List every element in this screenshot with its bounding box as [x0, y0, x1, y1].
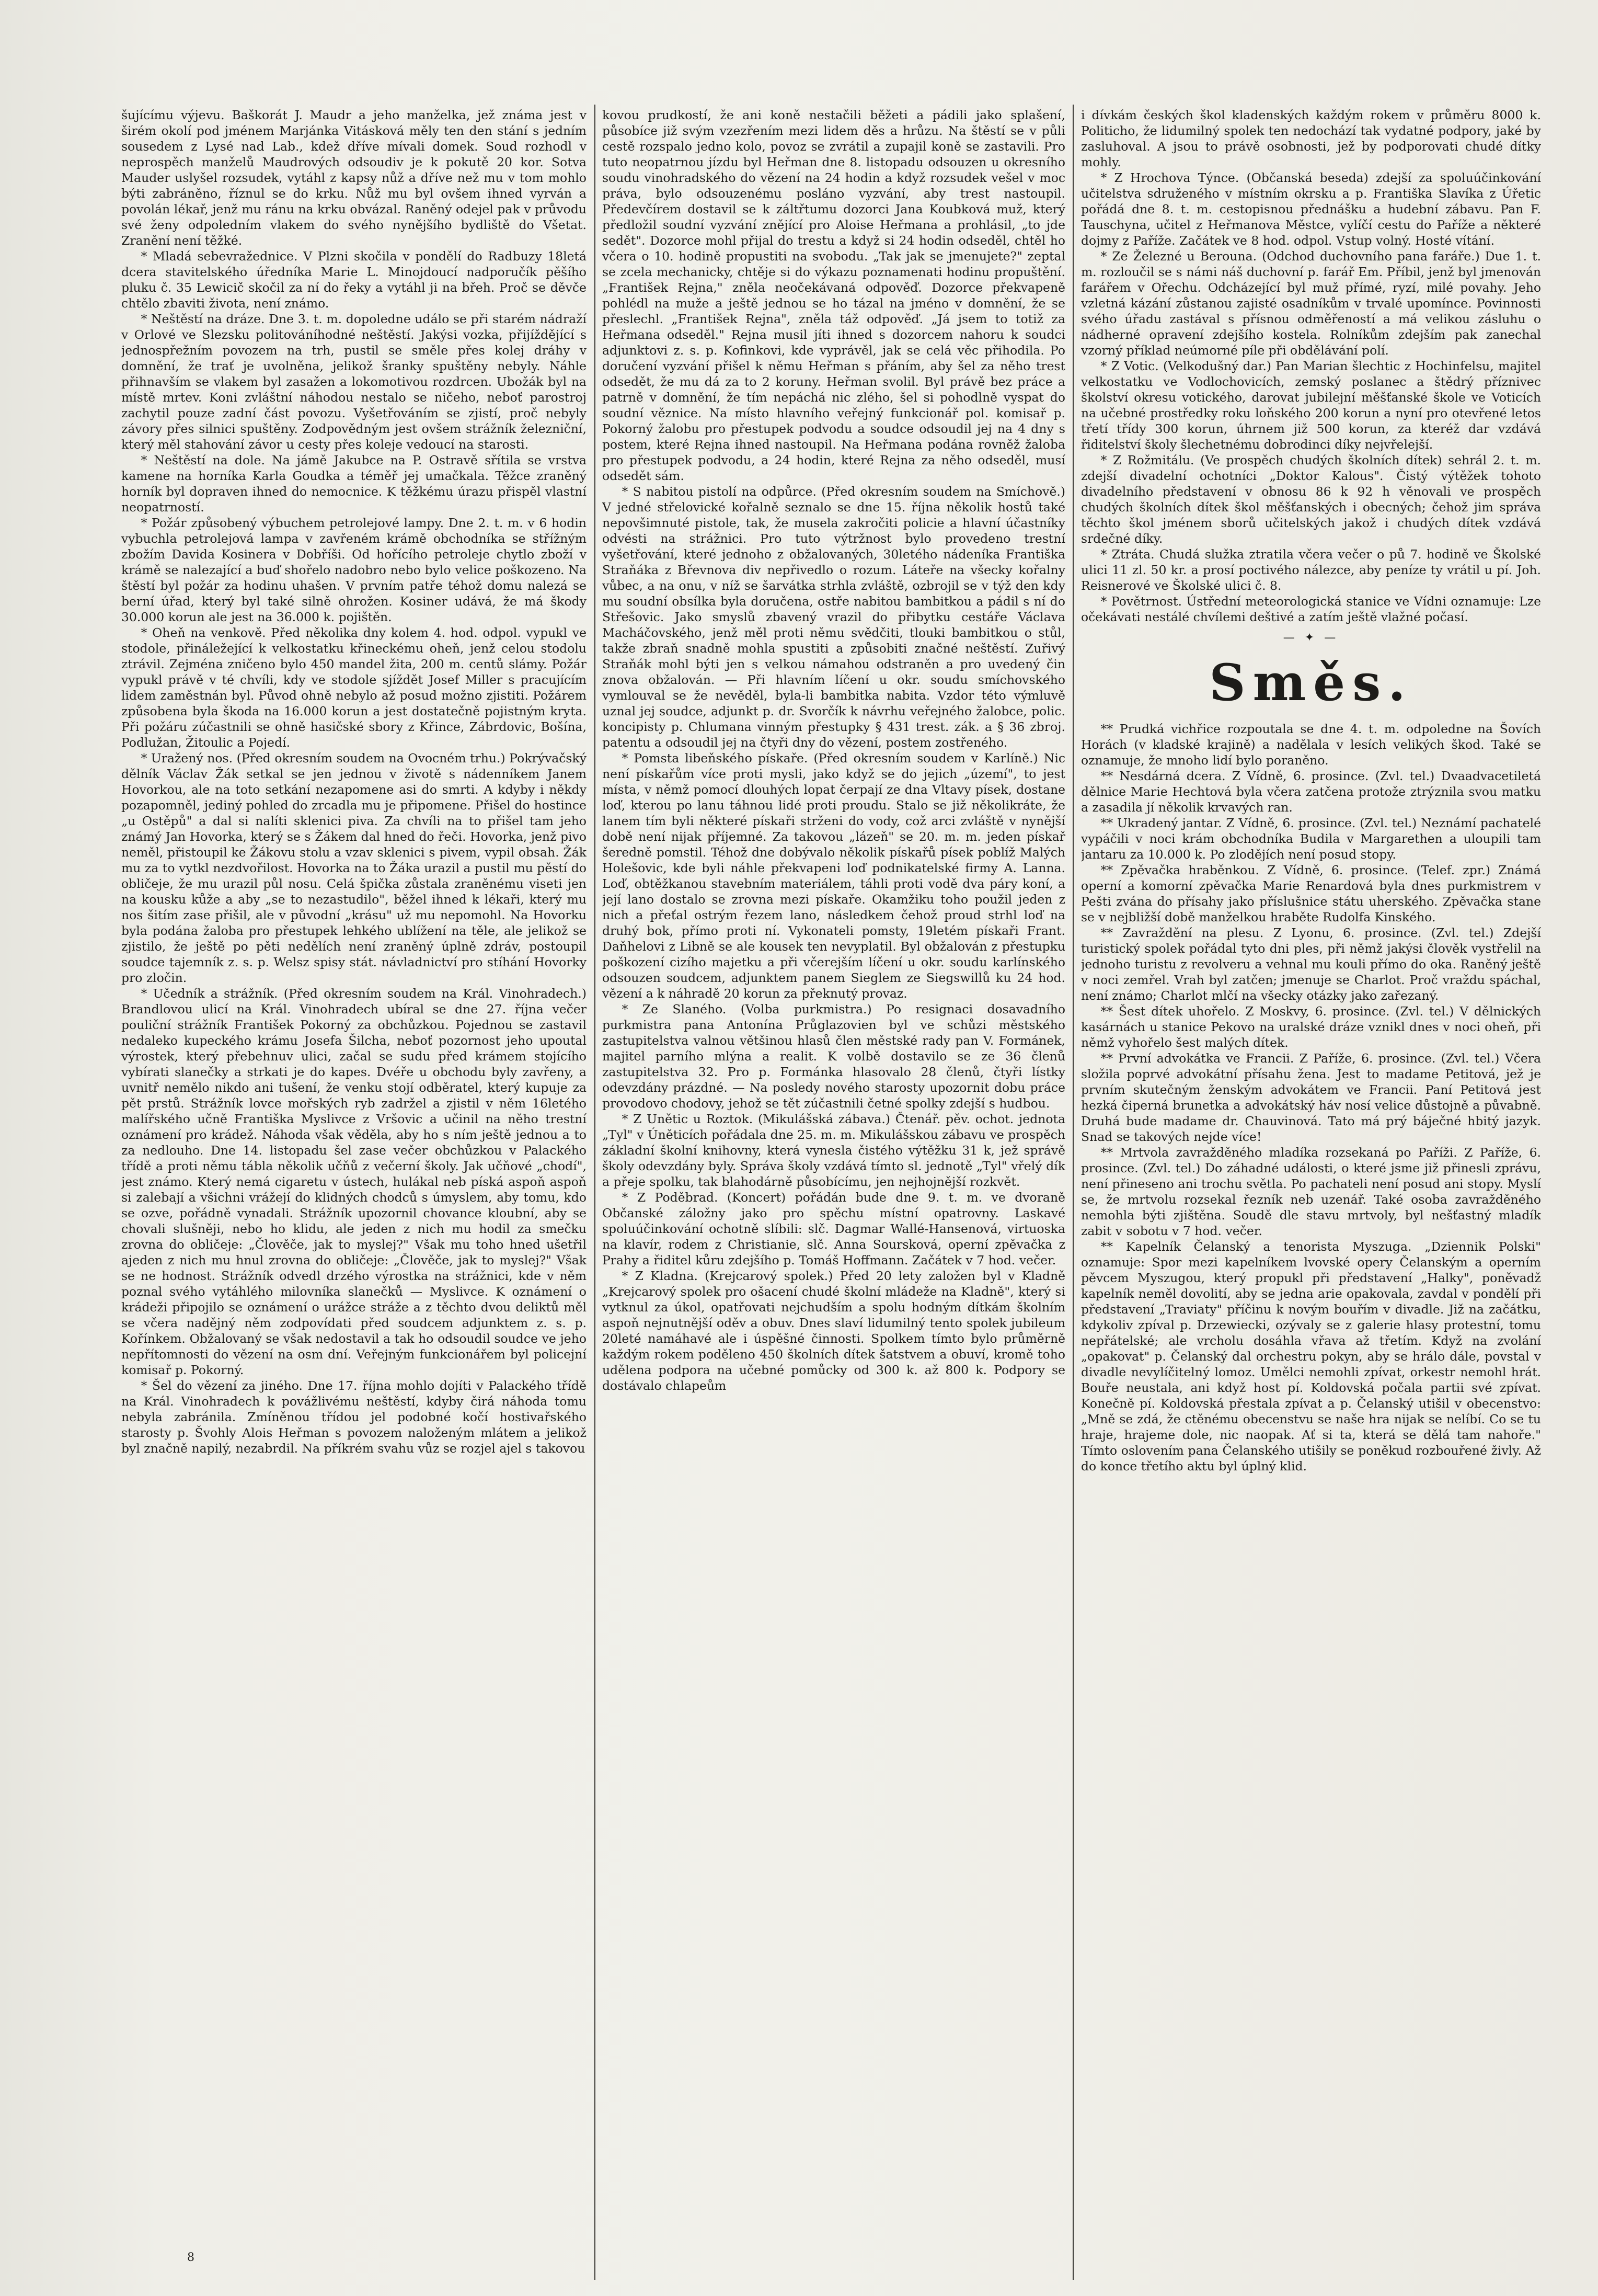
page-mark: 8: [187, 2251, 194, 2264]
article-paragraph: * Z Hrochova Týnce. (Občanská beseda) zdejší za spoluúčinkování učitelstva sdruženého v místním okrsku a p. Františka Slavíka z Úřetic pořádá dne 8. t. m. cestopisnou přednášku a hudební zábavu. Pan F. Tauschyna, učitel z Heřmanova Městce, vylíčí cestu do Paříže a některé dojmy z Paříže. Začátek ve 8 hod. odpol. Vstup volný. Hosté vítání.: [1081, 170, 1541, 248]
article-paragraph: * Ze Železné u Berouna. (Odchod duchovního pana faráře.) Due 1. t. m. rozloučil se s námi náš duchovní p. farář Em. Příbil, jenž byl jmenován farářem v Ořechu. Odcházející byl muž přímé, ryzí, milé povahy. Jeho vzletná kázání zůstanou zajisté osadníkům v trvalé upomínce. Povinnosti svého úřadu zastával s přísnou odměřeností a má velikou zásluhu o nádherné opravení zdejšího kostela. Rolníkům zdejším pak zanechal vzorný příklad neúmorné píle při obdělávání polí.: [1081, 249, 1541, 358]
article-paragraph: * Ztráta. Chudá služka ztratila včera večer o pů 7. hodině ve Školské ulici 11 zl. 50 kr. a prosí poctivého nálezce, aby peníze ty vrátil u pí. Joh. Reisnerové ve Školské ulici č. 8.: [1081, 547, 1541, 593]
article-paragraph: ** Šest dítek uhořelo. Z Moskvy, 6. prosince. (Zvl. tel.) V dělnických kasárnách u stanice Pekovo na uralské dráze vznikl dnes v noci oheň, při němž vyhořelo šest malých dítek.: [1081, 1004, 1541, 1050]
article-paragraph: * Mladá sebevražednice. V Plzni skočila v pondělí do Radbuzy 18letá dcera stavitelského úředníka Marie L. Minojdoucí nadporučík pěšího pluku č. 35 Lewicič skočil za ní do řeky a vytáhl ji na břeh. Proč se děvče chtělo zbaviti života, není známo.: [121, 249, 587, 311]
column-1: [121, 107, 587, 2277]
article-paragraph: ** Zavraždění na plesu. Z Lyonu, 6. prosince. (Zvl. tel.) Zdejší turistický spolek pořádal tyto dni ples, při němž jakýsi člověk vystřelil na jednoho turistu z revolveru a vehnal mu kouli přímo do oka. Raněný ještě v noci zemřel. Vrah byl zatčen; jmenuje se Charlot. Proč vraždu spáchal, není známo; Charlot mlčí na všecky otázky jako zařezaný.: [1081, 926, 1541, 1003]
article-paragraph: * Z Poděbrad. (Koncert) pořádán bude dne 9. t. m. ve dvoraně Občanské záložny jako pro spěchu místní opatrovny. Laskavé spoluúčinkování ochotně slíbili: slč. Dagmar Wallé-Hansenová, virtuoska na klavír, rodem z Christianie, slč. Anna Soursková, operní zpěvačka z Prahy a řiditel kůru zdejšího p. Tomáš Hoffmann. Začátek v 7 hod. večer.: [602, 1190, 1065, 1267]
article-paragraph: i dívkám českých škol kladenských každým rokem v průměru 8000 k. Politicho, že lidumilný spolek ten nedochází tak vydatné podpory, jaké by zasluhoval. A jsou to právě osobnosti, jež by podporovati chudé dítky mohly.: [1081, 108, 1541, 169]
article-paragraph: šujícímu výjevu. Baškorát J. Maudr a jeho manželka, jež známa jest v širém okolí pod jménem Marjánka Vitásková měly ten den stání s jedním sousedem z Lysé nad Lab., kdež dříve mívali domek. Soud rozhodl v neprospěch manželů Maudrových odsoudiv je k pokutě 20 kor. Sotva Mauder uslyšel rozsudek, vytáhl z kapsy nůž a dříve než mu v tom mohlo býti zabráněno, říznul se do krku. Nůž mu byl ovšem ihned vyrván a povolán lékař, jenž mu ránu na krku obvázal. Raněný odejel pak v průvodu své ženy odpoledním vlakem do svého nynějšího bydliště do Všetat. Zranění není těžké.: [121, 108, 587, 248]
article-paragraph: * Uražený nos. (Před okresním soudem na Ovocném trhu.) Pokrývačský dělník Václav Žák setkal se jen jednou v životě s nádenníkem Janem Hovorkou, ale na toto setkání nezapomene asi do smrti. A kdyby i někdy pozapomněl, jediný pohled do zrcadla mu je připomene. Přišel do hostince „u Ostěpů" a dal si nalíti sklenici piva. Za chvíli na to přišel tam jeho známý Jan Hovorka, který se s Žákem dal hned do řeči. Hovorka, jenž pivo neměl, přistoupil ke Žákovu stolu a vzav sklenici s pivem, vypil obsah. Žák mu za to vytkl nezdvořilost. Hovorka na to Žáka urazil a pustil mu pěstí do obličeje, že mu urazil půl nosu. Celá špička zůstala zraněnému viseti jen na kousku kůže a aby „se to nezastudilo", běžel ihned k lékaři, který mu nos šitím zase přišil, ale v původní „krásu" už mu nepomohl. Na Hovorku byla podána žaloba pro přestupek lehkého ublížení na těle, ale jelikož se zjistilo, že ještě po pěti nedělích není zraněný úplně zdráv, postoupil soudce tajemník z. s. p. Welsz spisy stát. návladnictví pro stíhání Hovorky pro zločin.: [121, 751, 587, 985]
section-heading-smes: Směs.: [1209, 653, 1413, 712]
article-paragraph: ** Prudká vichřice rozpoutala se dne 4. t. m. odpoledne na Šovích Horách (v kladské krajině) a nadělala v lesích velikých škod. Také se oznamuje, že mnoho lidí bylo poraněno.: [1081, 722, 1541, 768]
article-paragraph: * Šel do vězení za jiného. Dne 17. října mohlo dojíti v Palackého třídě na Král. Vinohradech k povážlivému neštěstí, kdyby čirá náhoda tomu nebyla zabránila. Zmíněnou třídou jel podobné kočí hostivařského starosty p. Švohly Alois Heřman s povozem naloženým mlátem a jelikož byl značně napilý, nezabrdil. Na příkrém svahu vůz se rozjel ajel s takovou: [121, 1378, 587, 1456]
article-paragraph: * Učedník a strážník. (Před okresním soudem na Král. Vinohradech.) Brandlovou ulicí na Král. Vinohradech ubíral se dne 27. října večer pouliční strážník František Pokorný za obchůzkou. Pojednou se zastavil nedaleko kupeckého krámu Josefa Šilcha, neboť pozornost jeho upoutal výrostek, který přebehnuv ulici, začal se sudu před krámem stojícího vybírati slanečky a strkati je do kapes. Dvéře u obchodu byly zavřeny, a uvnitř nemělo nikdo ani tušení, že venku stojí odběratel, který kupuje za pět prstů. Strážník lovce mořských ryb zadržel a zjistil v něm 16letého malířského učně Františka Myslivce z Vršovic a učinil na něho trestní oznámení pro krádež. Náhoda však věděla, aby ho s ním ještě jednou a to za nedlouho. Dne 14. listopadu šel zase večer obchůzkou v Palackého třídě a proti němu tábla několik učňů z večerní školy. Jak učňové „chodí", jest známo. Který nemá cigaretu v ústech, hulákal neb píská aspoň aspoň si zalebají a všichni vrážejí do klidných chodců s úmyslem, aby tomu, kdo se ozve, pořádně vynadali. Strážník upozornil chovance kloubní, aby se chovali slušněji, nebo ho klidu, ale jeden z nich mu hodil za smečku zrovna do obličeje: „Člověče, jak to myslej?" Však mu toho hned ušetřil ajeden z nich mu hnul zrovna do obličeje: „Člověče, jak to myslej?" Však se ne hodnost. Strážník odvedl drzého výrostka na strážnici, kde v něm poznal svého vytáhlého milovníka slanečků — Myslivce. K oznámení o krádeži připojilo se oznámení o urážce stráže a z těchto dvou deliktů měl se včera nadějný něm zodpovídati před soudcem adjunktem z. s. p. Kořínkem. Obžalovaný se však nedostavil a tak ho odsoudil soudce ve jeho nepřítomnosti do vězení na osm dní. Veřejným funkcionářem byl policejní komisař p. Pokorný.: [121, 986, 587, 1377]
section-divider: — ✦ —: [1283, 631, 1339, 644]
column-3: [1081, 107, 1541, 2277]
column-3-news: [1081, 107, 1541, 625]
article-paragraph: * Z Kladna. (Krejcarový spolek.) Před 20 lety založen byl v Kladně „Krejcarový spolek pro ošacení chudé školní mládeže na Kladně", který si vytknul za úkol, opatřovati nejchudším a spolu hodným dítkám školním aspoň nejnutnější oděv a obuv. Dnes slaví lidumilný tento spolek jubileum 20leté namáhavé ale i úspěšné činnosti. Spolkem tímto bylo průměrně každým rokem poděleno 450 školních dítek šatstvem a obuví, kromě toho udělena podpora na učebné pomůcky od 300 k. až 800 k. Podpory se dostávalo chlapeům: [602, 1269, 1065, 1393]
column-3-smes: [1081, 721, 1541, 1474]
article-paragraph: * Požár způsobený výbuchem petrolejové lampy. Dne 2. t. m. v 6 hodin vybuchla petrolejová lampa v zavřeném krámě obchodníka se střížným zbožím Davida Kosinera v Dobříši. Od hořícího petroleje chytlo zboží v krámě se nalezající a buď shořelo nadobro nebo bylo velice poškozeno. Na štěstí byl požár za hodinu uhašen. V prvním patře téhož domu nalezá se berní úřad, který byl také silně ohrožen. Kosiner udává, že má škody 30.000 korun ale jest na 36.000 k. pojištěn.: [121, 516, 587, 624]
article-paragraph: * Ze Slaného. (Volba purkmistra.) Po resignaci dosavadního purkmistra pana Antonína Průglazovien byl ve schůzi městského zastupitelstva valnou většinou hlasů člen městské rady pan V. Formánek, majitel parního mlýna a realit. K volbě dostavilo se ze 36 členů zastupitelstva 32. Pro p. Formánka hlasovalo 28 členů, čtyři lístky odevzdány prázdné. — Na posledy nového starosty upozornit dobu práce provodovo chodovy, jehož se tět zúčastnili četné spolky zdejší s hudbou.: [602, 1002, 1065, 1111]
article-paragraph: * Pomsta libeňského pískaře. (Před okresním soudem v Karlíně.) Nic není pískařům více proti mysli, jako když se do jejich „území", to jest místa, v němž pomocí dlouhých lopat čerpají ze dna Vltavy písek, dostane loď, kterou po lanu táhnou lidé proti proudu. Stalo se již několikráte, že lanem tím byli některé pískaři strženi do vody, což arci zvláště v nynější době není nijak příjemné. Za takovou „lázeň" se 20. m. m. jeden pískař šeredně pomstil. Téhož dne dobývalo několik pískařů písek poblíž Malých Holešovic, kde byli náhle překvapeni loď podnikatelské firmy A. Lanna. Loď, obtěžkanou stavebním materiálem, táhli proti vodě dva páry koní, a její lano dostalo se zrovna mezi pískaře. Okamžiku toho použil jeden z nich a přeťal ostrým řezem lano, následkem čehož proud strhl loď na druhý bok, přímo proti ní. Vykonateli pomsty, 19letém pískaři Frant. Daňhelovi z Libně se ale kousek ten nevyplatil. Byl obžalován z přestupku poškození cizího majetku a při včerejším líčení u okr. soudu karlínského odsouzen soudcem, adjunktem panem Sieglem ze Siegswillů ku 24 hod. vězení a k náhradě 20 korun za překnutý provaz.: [602, 751, 1065, 1001]
article-paragraph: kovou prudkostí, že ani koně nestačili běžeti a pádili jako splašení, působíce již svým vzezřením mezi lidem děs a hrůzu. Na štěstí se v půli cestě rozspalo jedno kolo, povoz se zvrátil a zupajil koně se zastavili. Pro tuto neopatrnou jízdu byl Heřman dne 8. listopadu odsouzen u okresního soudu vinohradského do vězení na 24 hodin a když rozsudek vešel v moc práva, bylo odsouzenému posláno vyzvání, aby trest nastoupil. Předevčírem dostavil se k záltřtumu dozorci Jana Koubková muž, který předložil soudní vyzvání znějící pro Aloise Heřmana a prohlásil, „to jde sedět". Dozorce mohl přijal do trestu a když si 24 hodin odseděl, chtěl ho včera o 10. hodině propustiti na svobodu. „Tak jak se jmenujete?" zeptal se zcela mechanicky, chtěje si do výkazu poznamenati hodinu propuštění. „František Rejna," zněla neočekávaná odpověď. Dozorce překvapeně pohlédl na muže a ještě jednou se ho tázal na jméno v domnění, že se přeslechl. „František Rejna", zněla táž odpověď. „Já jsem to totiž za Heřmana odseděl." Rejna musil jíti ihned s dozorcem nahoru k soudci adjunktovi z. s. p. Kofinkovi, kde vyprávěl, jak se celá věc přihodila. Po doručení vyzvání přišel k němu Heřman s přáním, aby šel za něho trest odsedět, že mu dá za to 2 koruny. Heřman svolil. Byl právě bez práce a patrně v domnění, že tím nepáchá nic zlého, šel si pohodlně vyspat do soudní věznice. Na místo hlavního veřejný funkcionář pol. komisař p. Pokorný žalobu pro přestupek podvodu a soudce odsoudil jej na 4 dny s postem, které Rejna ihned nastoupil. Na Heřmana podána rovněž žaloba pro přestupek podvodu, a 24 hodin, které Rejna za něho odseděl, musí odsedět sám.: [602, 108, 1065, 483]
article-paragraph: * Neštěstí na dráze. Dne 3. t. m. dopoledne událo se při starém nádraží v Orlové ve Slezsku politováníhodné neštěstí. Jakýsi vozka, přijíždějící s jednospřežním povozem na trh, pustil se směle přes kolej dráhy v domnění, že trať je uvolněna, jelikož šranky spuštěny nebyly. Náhle přihnavším se vlakem byl zasažen a lokomotivou rozdrcen. Ubožák byl na místě mrtev. Koni zvláštní náhodou nestalo se ničeho, neboť parostroj zachytil pouze zadní část povozu. Vyšetřováním se zjistí, proč nebyly závory přes silnici spuštěny. Zodpovědným jest ovšem strážník železniční, který měl stahování závor u cesty přes koleje vedoucí na starosti.: [121, 312, 587, 452]
article-paragraph: ** Mrtvola zavražděného mladíka rozsekaná po Paříži. Z Paříže, 6. prosince. (Zvl. tel.) Do záhadné události, o které jsme již přinesli zprávu, není přineseno ani trochu světla. Po pachateli není posud ani stopy. Myslí se, že mrtvolu rozsekal řezník neb uzenář. Také osoba zavražděného nemohla býti zjištěna. Soudě dle stavu mrtvoly, byl nešťastný mladík zabit v sobotu v 7 hod. večer.: [1081, 1145, 1541, 1238]
article-paragraph: * Povětrnost. Ústřední meteorologická stanice ve Vídni oznamuje: Lze očekávati nestálé chvílemi deštivé a zatím ještě vlažné počasí.: [1081, 594, 1541, 624]
article-paragraph: ** První advokátka ve Francii. Z Paříže, 6. prosince. (Zvl. tel.) Včera složila poprvé advokátní přísahu žena. Jest to madame Petitová, jež je prvním skutečným ženským advokátem ve Francii. Paní Petitová jest hezká čiperná brunetka a advokátský háv nosí velice důstojně a půvabně. Druhá bude madame dr. Chauvinová. Tato má prý báječné hbitý jazyk. Snad se takových nejde více!: [1081, 1051, 1541, 1144]
article-paragraph: * Z Rožmitálu. (Ve prospěch chudých školních dítek) sehrál 2. t. m. zdejší divadelní ochotníci „Doktor Kalous". Čistý výtěžek tohoto divadelního představení v obnosu 86 k 92 h věnovali ve prospěch chudých školních dítek škol měšťanských i obecných; čehož jim správa těchto škol jménem sborů učitelských jakož i chudých dítek vzdává srdečné díky.: [1081, 453, 1541, 546]
article-paragraph: ** Ukradený jantar. Z Vídně, 6. prosince. (Zvl. tel.) Neznámí pachatelé vypáčili v noci krám obchodníka Budila v Margarethen a uloupili tam jantaru za 10.000 k. Po zlodějích není posud stopy.: [1081, 816, 1541, 862]
article-paragraph: ** Nesdárná dcera. Z Vídně, 6. prosince. (Zvl. tel.) Dvaadvacetiletá dělnice Marie Hechtová byla včera zatčena protože ztrýznila svou matku a zasadila jí několik krvavých ran.: [1081, 769, 1541, 815]
article-paragraph: * Neštěstí na dole. Na jámě Jakubce na P. Ostravě sřítila se vrstva kamene na horníka Karla Goudka a téměř jej umačkala. Těžce zraněný horník byl dopraven ihned do nemocnice. K těžkému úrazu přispěl vlastní neopatrností.: [121, 453, 587, 515]
column-2: [602, 107, 1065, 2277]
column-rule-2: [1073, 105, 1074, 2280]
article-paragraph: * Z Votic. (Velkodušný dar.) Pan Marian šlechtic z Hochinfelsu, majitel velkostatku ve Vodlochovicích, zemský poslanec a štědrý příznivec školství okresu votického, darovat jubilejní měšťanské škole ve Voticích na učebné prostředky roku loňského 200 korun a nyní pro otevřené letos třetí třídy 300 korun, úhrnem již 500 korun, za kteréž dar vzdává řiditelství školy šlechetnému dobrodinci díky nejvřelejší.: [1081, 359, 1541, 452]
column-rule-1: [594, 105, 595, 2280]
article-paragraph: ** Zpěvačka hraběnkou. Z Vídně, 6. prosince. (Telef. zpr.) Známá operní a komorní zpěvačka Marie Renardová byla dnes purkmistrem v Pešti zvána do přísahy jako příslušnice státu uherského. Zpěvačka stane se v nejbližší době manželkou hraběte Rudolfa Kinského.: [1081, 863, 1541, 924]
article-paragraph: * S nabitou pistolí na odpůrce. (Před okresním soudem na Smíchově.) V jedné střelovické kořalně seznalo se dne 15. října několik hostů také nepovšimnuté pistole, tak, že musela zakročiti policie a hlavní účastníky odvésti na strážnici. Pro tuto výtržnost bylo provedeno trestní vyšetřování, které jednoho z obžalovaných, 30letého nádeníka Františka Straňáka z Břevnova div nepřivedlo o rozum. Láteře na všecky kořalny vůbec, a na onu, v níž se šarvátka strhla zvláště, ozbrojil se v týž den kdy mu soudní obsílka byla doručena, ostře nabitou bambitkou a pádil s ní do Střešovic. Jako smyslů zbavený vrazil do přibytku cestáře Václava Macháčovského, jenž měl proti němu svědčiti, tlouki bambitkou o stůl, takže zbraň snadně mohla spustiti a způsobiti značné neštěstí. Zuřivý Straňák mohl býti jen s velkou námahou odstraněn a pro uvedený čin znova obžalován. — Při hlavním líčení u okr. soudu smíchovského vymlouval se že nevěděl, byla-li bambitka nabita. Vzdor této výmluvě uznal jej soudce, adjunkt p. dr. Svorčík k návrhu veřejného žalobce, polic. koncipisty p. Chlumana vinným přestupky § 431 trest. zák. a § 36 zbroj. patentu a odsoudil jej na čtyři dny do vězení, postem zostřeného.: [602, 484, 1065, 750]
article-paragraph: * Z Unětic u Roztok. (Mikulášská zábava.) Čtenář. pěv. ochot. jednota „Tyl" v Úněticích pořádala dne 25. m. m. Mikulášskou zábavu ve prospěch základní školní knihovny, která vynesla čistého výtěžku 31 k, jež správě školy odevzdány byly. Správa školy vzdává tímto sl. jednotě „Tyl" vřelý dík a přeje spolku, tak blahodárně působícímu, jen nejhojnější rozkvět.: [602, 1112, 1065, 1189]
article-paragraph: * Oheň na venkově. Před několika dny kolem 4. hod. odpol. vypukl ve stodole, přináležející k velkostatku křineckému oheň, jenž celou stodolu ztrávil. Zejména zničeno bylo 450 mandel žita, 200 m. centů slámy. Požár vypukl právě v té chvíli, kdy ve stodole sjíždět Josef Miller s pracujícím lidem zaměstnán byl. Původ ohně nebylo až posud možno zjistiti. Požárem způsobena byla škoda na 16.000 korun a jest dostatečně pojistným kryta. Při požáru zúčastnili se ohně hasičské sbory z Křince, Zábrdovic, Bošína, Podlužan, Žitoulic a Pojedí.: [121, 625, 587, 750]
article-paragraph: ** Kapelník Čelanský a tenorista Myszuga. „Dziennik Polski" oznamuje: Spor mezi kapelníkem lvovské opery Čelanským a operním pěvcem Myszugou, který propukl při představení „Halky", poněvadž kapelník neměl dovolití, aby se jedna arie opakovala, zavdal v pondělí při představení „Traviaty" příčinu k novým bouřím v divadle. Již na začátku, kdykoliv zpíval p. Drzewiecki, ozývaly se z galerie hlasy protestní, tomu nepřátelské; ale vrcholu dosáhla vřava až třetím. Když na zvolání „opakovat" p. Čelanský dal orchestru pokyn, aby se hrálo dále, povstal v divadle nevylíčitelný lomoz. Umělci nemohli zpívat, orkestr nemohl hrát. Bouře neustala, ani když host pí. Koldovská počala partii své zpívat. Konečně pí. Koldovská přestala zpívat a p. Čelanský utišil v obecenstvo: „Mně se zdá, že ctěnému obecenstvu se naše hra nijak se nelíbí. Co se tu hraje, hrajeme dole, nic naopak. Ať si ta, která se dělá tam nahoře." Tímto oslovením pana Čelanského utišily se poněkud rozbouřené živly. Až do konce třetího aktu byl úplný klid.: [1081, 1239, 1541, 1473]
